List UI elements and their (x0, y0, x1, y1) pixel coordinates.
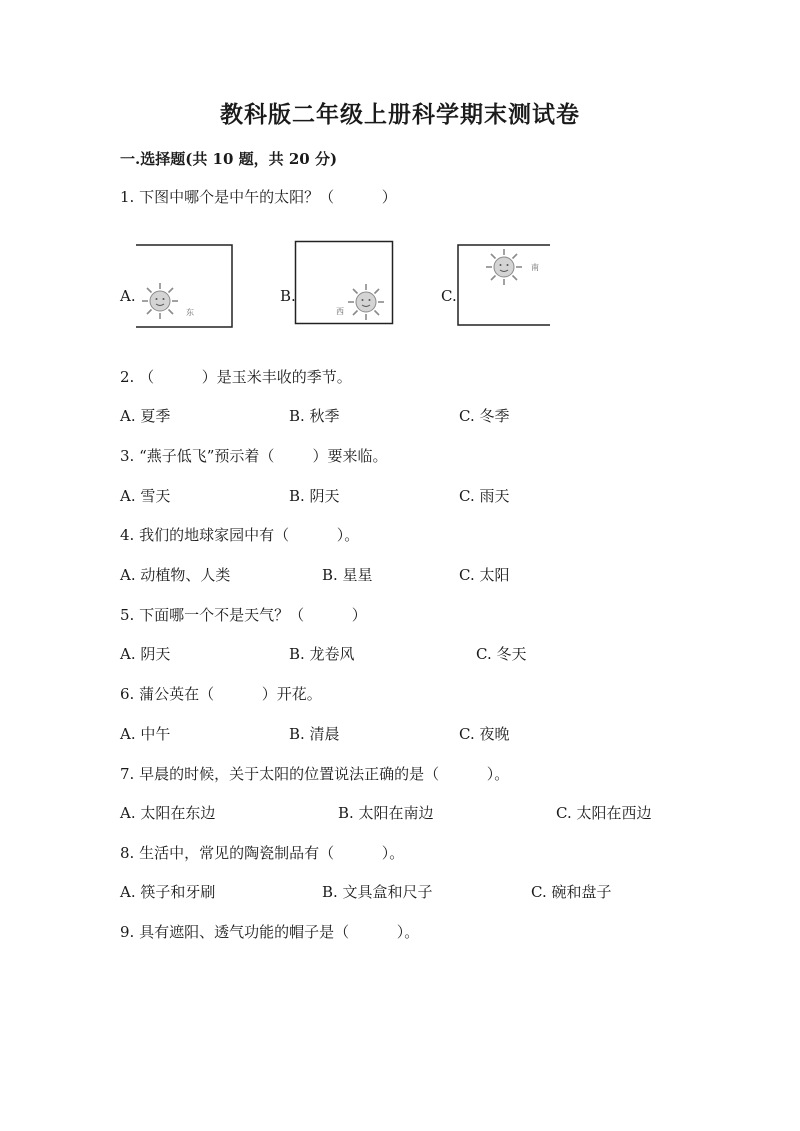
figure-b (294, 240, 394, 326)
option-2b: B. 秋季 (289, 407, 340, 425)
figure-a-label: A. (120, 287, 136, 305)
question-5: 5. 下面哪一个不是天气？（ ） (120, 606, 367, 624)
direction-label-c: 南 (531, 263, 539, 272)
question-9: 9. 具有遮阳、透气功能的帽子是（ ）。 (120, 923, 420, 941)
option-8b: B. 文具盒和尺子 (322, 883, 433, 901)
figure-c-label: C. (441, 287, 457, 305)
figure-c (456, 243, 552, 327)
option-2a: A. 夏季 (120, 407, 171, 425)
figure-b-label: B. (280, 287, 296, 305)
option-8c: C. 碗和盘子 (531, 883, 612, 901)
option-4b: B. 星星 (322, 566, 373, 584)
option-6a: A. 中午 (120, 725, 171, 743)
question-8: 8. 生活中，常见的陶瓷制品有（ ）。 (120, 844, 405, 862)
direction-label-a: 东 (186, 308, 194, 317)
option-4a: A. 动植物、人类 (120, 566, 231, 584)
figure-a (134, 243, 234, 329)
option-4c: C. 太阳 (459, 566, 510, 584)
sun-icon (142, 283, 178, 319)
sun-icon (486, 249, 522, 285)
option-2c: C. 冬季 (459, 407, 510, 425)
option-7c: C. 太阳在西边 (556, 804, 652, 822)
section-heading: 一.选择题(共 10 题，共 20 分) (120, 150, 338, 168)
question-7: 7. 早晨的时候，关于太阳的位置说法正确的是（ ）。 (120, 765, 510, 783)
option-3c: C. 雨天 (459, 487, 510, 505)
sun-icon (348, 284, 384, 320)
question-2: 2. （ ）是玉米丰收的季节。 (120, 368, 352, 386)
option-7b: B. 太阳在南边 (338, 804, 434, 822)
option-5a: A. 阴天 (120, 645, 171, 663)
option-6b: B. 清晨 (289, 725, 340, 743)
option-8a: A. 筷子和牙刷 (120, 883, 216, 901)
question-1: 1. 下图中哪个是中午的太阳？（ ） (120, 188, 397, 206)
option-7a: A. 太阳在东边 (120, 804, 216, 822)
question-3: 3. “燕子低飞”预示着（ ）要来临。 (120, 447, 388, 465)
question-6: 6. 蒲公英在（ ）开花。 (120, 685, 322, 703)
option-3b: B. 阴天 (289, 487, 340, 505)
option-5c: C. 冬天 (476, 645, 527, 663)
option-6c: C. 夜晚 (459, 725, 510, 743)
question-4: 4. 我们的地球家园中有（ ）。 (120, 526, 360, 544)
direction-label-b: 西 (336, 307, 344, 316)
option-5b: B. 龙卷风 (289, 645, 355, 663)
option-3a: A. 雪天 (120, 487, 171, 505)
page-title: 教科版二年级上册科学期末测试卷 (220, 101, 580, 128)
